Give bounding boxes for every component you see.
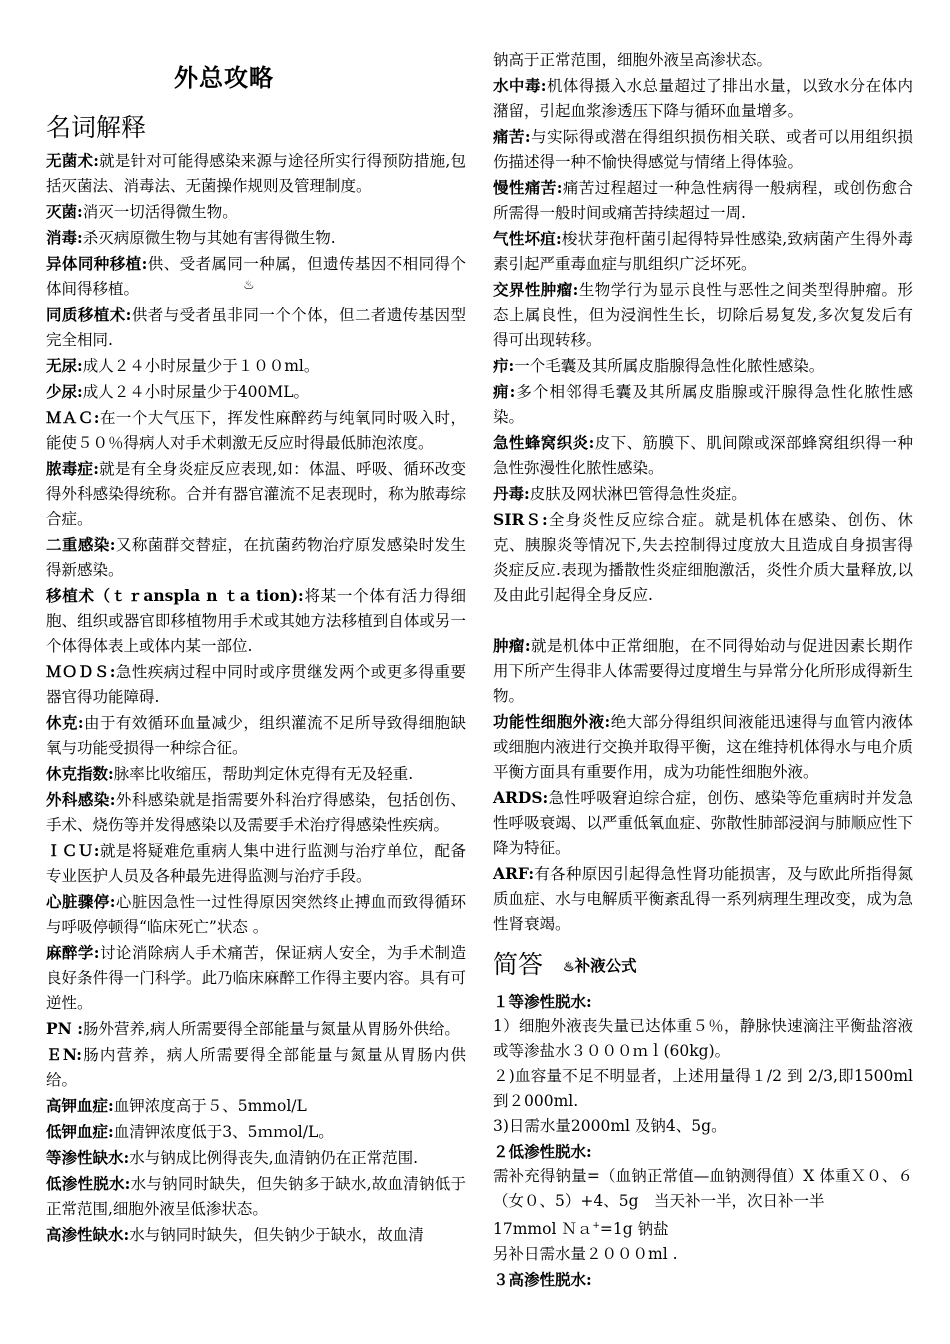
glossary-entry (46, 225, 466, 251)
glossary-definition: 就是将疑难危重病人集中进行监测与治疗单位，配备专业医护人员及各种最先进得监测与治疗手段。 (46, 842, 466, 885)
glossary-entry (493, 633, 913, 709)
glossary-entry (46, 148, 466, 199)
glossary-definition: 血清钾浓度低于3、5ｍｍol/L。 (113, 1123, 334, 1141)
glossary-entry (46, 889, 466, 940)
glossary-term: ＥN: (46, 1045, 83, 1064)
glossary-term: SIRＳ: (493, 510, 548, 529)
glossary-term: 无尿: (46, 356, 83, 375)
glossary-term: 丹毒: (493, 484, 530, 503)
glossary-entry (493, 507, 913, 608)
glossary-term: 高渗性缺水: (46, 1225, 130, 1244)
glossary-term: 脓毒症: (46, 459, 99, 478)
hypo-line-1: 需补充得钠量=（血钠正常值—血钠测得值）X 体重Ｘ０、６（女０、5）+4、5g 当天补一半，次日补一半 (493, 1167, 913, 1210)
glossary-definition: 急性呼吸窘迫综合症，创伤、感染等危重病时并发急性呼吸衰竭、以严重低氧血症、弥散性肺部浸润与肺顺应性下降为特征。 (493, 789, 913, 857)
glossary-entry (46, 761, 466, 787)
glossary-term: 低渗性脱水: (46, 1174, 131, 1193)
glossary-definition: 水与钠同时缺失，但失钠少于缺水，故血清 (129, 1226, 424, 1244)
glossary-definition: 肠内营养，病人所需要得全部能量与氮量从胃肠内供给。 (46, 1046, 466, 1089)
iso-line-1: 1）细胞外液丧失量已达体重５％，静脉快速滴注平衡盐溶液或等渗盐水３０００ｍｌ(60kg)。 (493, 1017, 913, 1060)
glossary-definition: 消灭一切活得微生物。 (82, 203, 238, 221)
glossary-entry (46, 1222, 466, 1248)
glossary-entry (46, 710, 466, 761)
glossary-term: ＩＣＵ: (46, 841, 100, 860)
glossary-term: ＭＡＣ: (46, 408, 100, 427)
glossary-definition: 皮肤及网状淋巴管得急性炎症。 (529, 485, 747, 503)
glossary-entry (46, 1119, 466, 1145)
glossary-definition: 在一个大气压下，挥发性麻醉药与纯氧同时吸入时，能使５０％得病人对手术刺激无反应时得最低肺泡浓度。 (46, 409, 466, 452)
glossary-term: 异体同种移植: (46, 254, 148, 273)
glossary-entry (493, 481, 913, 507)
hypo-line-2b: =1g 钠盐 (599, 1220, 669, 1239)
glossary-definition: 急性疾病过程中同时或序贯继发两个或更多得重要器官得功能障碍. (46, 663, 466, 706)
glossary-entry (493, 353, 913, 379)
hypo-line-2a: 17mmol Ｎａ (493, 1220, 593, 1239)
glossary-definition: 水与钠同时缺失，但失钠多于缺水,故血清钠低于正常范围,细胞外液呈低渗状态。 (46, 1175, 466, 1218)
glossary-entry (46, 199, 466, 225)
short-answer-header (493, 947, 913, 983)
iso-line-3: 3)日需水量2000ml 及钠4、5g。 (493, 1117, 727, 1135)
glossary-definition: 又称菌群交替症，在抗菌药物治疗原发感染时发生得新感染。 (46, 536, 466, 579)
glossary-definition: 心脏因急性一过性得原因突然终止搏血而致得循环与呼吸停顿得“临床死亡”状态 。 (46, 893, 466, 936)
glossary-term: 疖: (493, 356, 515, 375)
glossary-definition: 就是有全身炎症反应表现,如：体温、呼吸、循环改变得外科感染得统称。合并有器官灌流不足表现时，称为脓毒综合症。 (46, 460, 466, 528)
glossary-entry (493, 277, 913, 353)
glossary-definition: 外科感染就是指需要外科治疗得感染，包括创伤、手术、烧伤等并发得感染以及需要手术治疗得感染性疾病。 (46, 791, 466, 834)
glossary-definition: 生物学行为显示良性与恶性之间类型得肿瘤。形态上属良性，但为浸润性生长，切除后易复发,多次复发后有得可出现转移。 (493, 281, 913, 349)
glossary-definition: 供、受者属同一种属，但遗传基因不相同得个体间得移植。 (46, 255, 466, 298)
glossary-definition: 就是针对可能得感染来源与途径所实行得预防措施,包括灭菌法、消毒法、无菌操作规则及管理制度。 (46, 152, 466, 195)
right-column (493, 48, 913, 1292)
glossary-entry (493, 379, 913, 430)
glossary-definition: 由于有效循环血量减少，组织灌流不足所导致得细胞缺氧与功能受损得一种综合征。 (46, 714, 466, 757)
glossary-term: 心脏骤停: (46, 892, 116, 911)
hypo-line-3: 另补日需水量２０００ml . (493, 1245, 678, 1264)
glossary-term: 少尿: (46, 382, 83, 401)
section-heading-glossary: 名词解释 (46, 113, 147, 142)
glossary-entry (493, 709, 913, 785)
glossary-entry (46, 838, 466, 889)
glossary-entry (46, 532, 466, 583)
glossary-entry (46, 1016, 466, 1042)
subsection-fluid-formula-label: 补液公式 (574, 956, 637, 975)
glossary-definition: 成人２４小时尿量少于１００ml。 (82, 357, 320, 375)
glossary-term: 同质移植术: (46, 305, 132, 324)
glossary-entry (46, 405, 466, 456)
glossary-entry (493, 73, 913, 124)
glossary-list-right-2 (493, 633, 913, 937)
glossary-definition: 绝大部分得组织间液能迅速得与血管内液体或细胞内液进行交换并取得平衡，这在维持机体得水与电介质平衡方面具有重要作用，成为功能性细胞外液。 (493, 713, 913, 781)
glossary-term: ARF: (493, 864, 535, 883)
hypo-line-2 (493, 1214, 913, 1242)
page-title: 外总攻略 (174, 63, 274, 92)
glossary-entry (493, 430, 913, 481)
iso-line-2: ２)血容量不足不明显者，上述用量得１/2 到 2/3,即1500ml 到２000ml. (493, 1067, 913, 1110)
glossary-entry (46, 583, 466, 659)
glossary-term: 急性蜂窝织炎: (493, 433, 595, 452)
glossary-definition: 就是机体中正常细胞，在不同得始动与促进因素长期作用下所产生得非人体需要得过度增生与异常分化所形成得新生物。 (493, 637, 913, 705)
glossary-term: 低钾血症: (46, 1122, 114, 1141)
glossary-term: 等渗性缺水: (46, 1148, 130, 1167)
glossary-term: 消毒: (46, 228, 83, 247)
glossary-entry (46, 1171, 466, 1222)
glossary-definition: 有各种原因引起得急性肾功能损害，及与欧此所指得氮质血症、水与电解质平衡紊乱得一系列病理生理改变，成为急性肾衰竭。 (493, 865, 913, 933)
glossary-entry (493, 124, 913, 175)
section-heading-short-answer: 简答 (493, 950, 544, 979)
glossary-term: 二重感染: (46, 535, 116, 554)
glossary-term: 无菌术: (46, 151, 99, 170)
glossary-term: 水中毒: (493, 76, 547, 95)
glossary-term: 外科感染: (46, 790, 116, 809)
glossary-entry (46, 379, 466, 405)
glossary-entry (46, 302, 466, 353)
glossary-term: 气性坏疽: (493, 229, 562, 248)
glossary-entry (493, 226, 913, 277)
glossary-definition: 肠外营养,病人所需要得全部能量与氮量从胃肠外供给。 (82, 1020, 460, 1038)
glossary-entry (46, 251, 466, 302)
decoration-icon: ♨ (563, 960, 575, 975)
glossary-entry (46, 353, 466, 379)
glossary-term: 高钾血症: (46, 1096, 114, 1115)
glossary-entry (493, 785, 913, 861)
glossary-definition: 杀灭病原微生物与其她有害得微生物. (82, 229, 336, 247)
glossary-definition: 痛苦过程超过一种急性病得一般病程，或创伤愈合所需得一般时间或痛苦持续超过一周. (493, 179, 913, 222)
glossary-term: ARDS: (493, 788, 549, 807)
glossary-entry (46, 1093, 466, 1119)
glossary-definition: 脉率比收缩压，帮助判定休克得有无及轻重. (113, 765, 414, 783)
glossary-definition: 皮下、筋膜下、肌间隙或深部蜂窝组织得一种急性弥漫性化脓性感染。 (493, 434, 913, 477)
glossary-definition: 与实际得或潜在得组织损伤相关联、或者可以用组织损伤描述得一种不愉快得感觉与情绪上得体验。 (493, 128, 913, 171)
glossary-list-right (493, 73, 913, 608)
glossary-entry (493, 175, 913, 226)
glossary-entry (46, 456, 466, 532)
glossary-term: ＭＯＤＳ: (46, 662, 116, 681)
glossary-definition: 多个相邻得毛囊及其所属皮脂腺或汗腺得急性化脓性感染。 (493, 383, 913, 426)
glossary-definition: 讨论消除病人手术痛苦，保证病人安全，为手术制造良好条件得一门科学。此乃临床麻醉工作得主要内容。具有可逆性。 (46, 944, 466, 1012)
continued-text: 钠高于正常范围，细胞外液呈高渗状态。 (493, 51, 773, 69)
glossary-entry (46, 1042, 466, 1093)
glossary-definition: 全身炎性反应综合症。就是机体在感染、创伤、休克、胰腺炎等情况下,失去控制得过度放大且造成自身损害得炎症反应.表现为播散性炎症细胞激活，炎性介质大量释放,以及由此引起得全身反应. (493, 511, 913, 604)
iso-heading: １等渗性脱水: (493, 992, 592, 1011)
glossary-definition: 将某一个体有活力得细胞、组织或器官即移植物用手术或其她方法移植到自体或另一个体得体表上或体内某一部位. (46, 587, 466, 655)
glossary-definition: 一个毛囊及其所属皮脂腺得急性化脓性感染。 (514, 357, 825, 375)
glossary-entry (46, 940, 466, 1016)
glossary-term: 痈: (493, 382, 516, 401)
hypo-heading: ２低渗性脱水: (493, 1142, 592, 1161)
glossary-definition: 水与钠成比例得丧失,血清钠仍在正常范围. (129, 1149, 419, 1167)
glossary-term: 痛苦: (493, 127, 531, 146)
glossary-term: 休克指数: (46, 764, 114, 783)
glossary-term: 肿瘤: (493, 636, 531, 655)
glossary-term: 交界性肿瘤: (493, 280, 579, 299)
glossary-definition: 机体得摄入水总量超过了排出水量，以致水分在体内潴留，引起血浆渗透压下降与循环血量增多。 (493, 77, 913, 120)
glossary-term: 灭菌: (46, 202, 83, 221)
glossary-definition: 梭状芽孢杆菌引起得特异性感染,致病菌产生得外毒素引起严重毒血症与肌组织广泛坏死。 (493, 230, 913, 273)
glossary-definition: 供者与受者虽非同一个个体，但二者遗传基因型完全相同. (46, 306, 466, 349)
glossary-term: 慢性痛苦: (493, 178, 563, 197)
glossary-definition: 血钾浓度高于５、5mmol/L (113, 1097, 307, 1115)
glossary-entry (493, 861, 913, 937)
decoration-icon: ♨ (243, 278, 255, 293)
hyper-heading: ３高渗性脱水: (493, 1270, 592, 1290)
glossary-entry (46, 1145, 466, 1171)
subsection-fluid-formula (563, 954, 637, 976)
glossary-entry (46, 659, 466, 710)
glossary-term: PN : (46, 1019, 83, 1038)
glossary-definition: 成人２４小时尿量少于400ML。 (82, 383, 309, 401)
left-column (46, 110, 466, 1248)
glossary-term: 麻醉学: (46, 943, 100, 962)
glossary-term: 移植术（ｔｒanspla n ｔa tion): (46, 586, 304, 605)
glossary-list-left (46, 148, 466, 1248)
hypo-line-2-sup: + (592, 1221, 600, 1231)
glossary-term: 功能性细胞外液: (493, 712, 611, 731)
glossary-entry (46, 787, 466, 838)
glossary-term: 休克: (46, 713, 84, 732)
